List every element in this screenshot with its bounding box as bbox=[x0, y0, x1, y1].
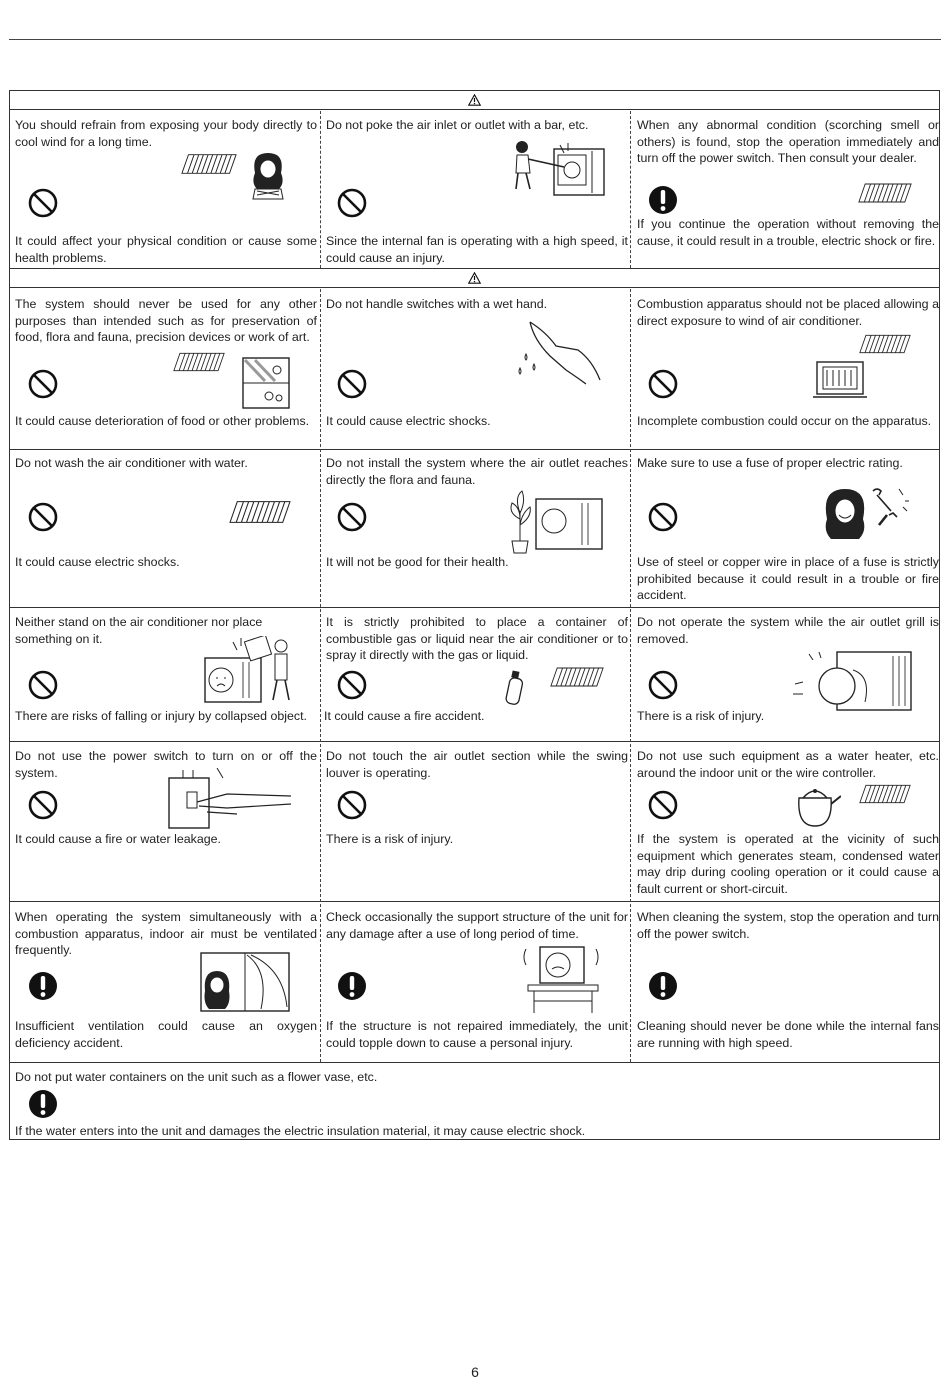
item-instruction: Do not wash the air conditioner with water. bbox=[15, 456, 248, 470]
prohibited-icon bbox=[647, 501, 679, 533]
item-instruction: It is strictly prohibited to place a container of combustible gas or liquid near the air conditioner or to spray it directly with the gas or liquid. bbox=[326, 615, 628, 663]
prohibited-icon bbox=[27, 368, 59, 400]
safety-item bbox=[637, 614, 939, 740]
box-on-unit-icon bbox=[203, 636, 295, 704]
top-rule bbox=[9, 39, 941, 40]
prohibited-icon bbox=[336, 368, 368, 400]
mandatory-icon bbox=[27, 1088, 59, 1120]
safety-item bbox=[15, 296, 317, 448]
item-consequence: It could cause a fire or water leakage. bbox=[15, 832, 221, 846]
item-instruction: When cleaning the system, stop the operation and turn off the power switch. bbox=[637, 910, 939, 941]
item-instruction: The system should never be used for any other purposes than intended such as for preservation of food, flora and fauna, precision devices or work of art. bbox=[15, 297, 317, 345]
safety-item bbox=[637, 455, 939, 605]
row-divider bbox=[9, 607, 940, 608]
safety-item bbox=[15, 748, 317, 900]
item-consequence: It could cause a fire accident. bbox=[324, 709, 485, 723]
wind-hatch-icon bbox=[859, 334, 911, 354]
item-consequence: If the water enters into the unit and damages the electric insulation material, it may cause electric shock. bbox=[15, 1124, 586, 1138]
prohibited-icon bbox=[647, 669, 679, 701]
item-instruction: Do not operate the system while the air outlet grill is removed. bbox=[637, 615, 939, 646]
item-instruction: You should refrain from exposing your body directly to cool wind for a long time. bbox=[15, 118, 317, 149]
safety-item bbox=[637, 117, 939, 267]
safety-item bbox=[637, 296, 939, 448]
spray-can-icon bbox=[502, 668, 526, 706]
item-instruction: Check occasionally the support structure of the unit for any damage after a use of long period of time. bbox=[326, 910, 628, 941]
item-consequence: It could affect your physical condition or cause some health problems. bbox=[15, 234, 317, 265]
wind-hatch-icon bbox=[173, 352, 225, 372]
item-instruction: Make sure to use a fuse of proper electric rating. bbox=[637, 456, 903, 470]
item-consequence: If you continue the operation without removing the cause, it could result in a trouble, electric shock or fire. bbox=[637, 217, 939, 248]
hand-switch-icon bbox=[167, 768, 293, 830]
wind-hatch-icon bbox=[181, 153, 237, 175]
column-divider bbox=[320, 289, 321, 1062]
item-instruction: Neither stand on the air conditioner nor place something on it. bbox=[15, 615, 263, 646]
item-consequence: Use of steel or copper wire in place of a fuse is strictly prohibited because it could result in a trouble or fire accident. bbox=[637, 555, 939, 603]
wind-hatch-icon bbox=[229, 500, 291, 524]
prohibited-icon bbox=[647, 368, 679, 400]
warning-icon bbox=[468, 94, 481, 106]
mandatory-icon bbox=[647, 184, 679, 216]
safety-item bbox=[15, 909, 317, 1061]
item-consequence: Since the internal fan is operating with a high speed, it could cause an injury. bbox=[326, 234, 628, 265]
item-instruction: Do not touch the air outlet section while the swing louver is operating. bbox=[326, 749, 628, 780]
safety-item bbox=[15, 455, 317, 605]
item-instruction: Combustion apparatus should not be placed allowing a direct exposure to wind of air conditioner. bbox=[637, 297, 939, 328]
item-consequence: Insufficient ventilation could cause an oxygen deficiency accident. bbox=[15, 1019, 317, 1050]
wind-hatch-icon bbox=[859, 784, 911, 804]
prohibited-icon bbox=[27, 789, 59, 821]
section-header-1 bbox=[9, 90, 940, 110]
safety-item bbox=[326, 909, 628, 1061]
safety-item bbox=[637, 748, 939, 900]
safety-item bbox=[15, 614, 317, 740]
item-consequence: Incomplete combustion could occur on the apparatus. bbox=[637, 414, 932, 428]
row-divider bbox=[9, 741, 940, 742]
page-number: 6 bbox=[471, 1364, 479, 1380]
safety-item bbox=[326, 117, 628, 267]
item-consequence: It could cause deterioration of food or other problems. bbox=[15, 414, 310, 428]
column-divider bbox=[630, 289, 631, 1062]
plant-unit-icon bbox=[506, 485, 604, 555]
safety-item bbox=[326, 455, 628, 605]
section-header-2 bbox=[9, 268, 940, 288]
prohibited-icon bbox=[336, 501, 368, 533]
prohibited-icon bbox=[336, 187, 368, 219]
safety-item bbox=[326, 296, 628, 448]
item-instruction: Do not poke the air inlet or outlet with a bar, etc. bbox=[326, 118, 589, 132]
row-divider bbox=[9, 449, 940, 450]
wind-hatch-icon bbox=[550, 666, 604, 688]
column-divider bbox=[630, 111, 631, 268]
unit-on-stand-icon bbox=[522, 943, 604, 1015]
item-consequence: If the structure is not repaired immediately, the unit could topple down to cause a personal injury. bbox=[326, 1019, 628, 1050]
item-instruction: When operating the system simultaneously with a combustion apparatus, indoor air must be ventilated frequently. bbox=[15, 910, 317, 958]
child-poking-unit-icon bbox=[508, 137, 608, 199]
item-instruction: Do not put water containers on the unit such as a flower vase, etc. bbox=[15, 1070, 378, 1084]
safety-item bbox=[637, 909, 939, 1061]
safety-item bbox=[326, 614, 628, 740]
mandatory-icon bbox=[27, 970, 59, 1002]
item-instruction: Do not handle switches with a wet hand. bbox=[326, 297, 548, 311]
food-shelf-icon bbox=[239, 354, 293, 410]
item-instruction: Do not use such equipment as a water heater, etc. around the indoor unit or the wire controller. bbox=[637, 749, 939, 780]
cool-wind-person-icon bbox=[245, 149, 291, 201]
wind-hatch-icon bbox=[858, 183, 912, 203]
kettle-icon bbox=[791, 782, 841, 828]
heater-icon bbox=[813, 360, 867, 400]
safety-item bbox=[326, 748, 628, 900]
row-divider bbox=[9, 901, 940, 902]
prohibited-icon bbox=[27, 669, 59, 701]
prohibited-icon bbox=[336, 669, 368, 701]
wet-hand-icon bbox=[516, 320, 602, 386]
item-instruction: When any abnormal condition (scorching smell or others) is found, stop the operation immediately and turn off the power switch. Then consult your dealer. bbox=[637, 118, 939, 166]
item-instruction: Do not install the system where the air outlet reaches directly the flora and fauna. bbox=[326, 456, 628, 487]
window-person-icon bbox=[199, 951, 293, 1013]
item-instruction: Do not use the power switch to turn on or off the system. bbox=[15, 749, 317, 780]
warning-icon bbox=[468, 272, 481, 284]
item-consequence: It could cause electric shocks. bbox=[326, 414, 491, 428]
prohibited-icon bbox=[27, 187, 59, 219]
person-wrench-icon bbox=[819, 485, 911, 543]
item-consequence: If the system is operated at the vicinity of such equipment which generates steam, condensed water may drip during cooling operation or it could cause a fault current or short-circuit. bbox=[637, 832, 939, 896]
safety-item bbox=[15, 117, 317, 267]
item-consequence: There is a risk of injury. bbox=[326, 832, 454, 846]
item-consequence: There are risks of falling or injury by collapsed object. bbox=[15, 709, 308, 723]
prohibited-icon bbox=[27, 501, 59, 533]
row-divider bbox=[9, 1062, 940, 1063]
item-consequence: It could cause electric shocks. bbox=[15, 555, 180, 569]
prohibited-icon bbox=[647, 789, 679, 821]
mandatory-icon bbox=[647, 970, 679, 1002]
item-consequence: There is a risk of injury. bbox=[637, 709, 765, 723]
column-divider bbox=[320, 111, 321, 268]
item-consequence: Cleaning should never be done while the internal fans are running with high speed. bbox=[637, 1019, 939, 1050]
mandatory-icon bbox=[336, 970, 368, 1002]
prohibited-icon bbox=[336, 789, 368, 821]
item-consequence: It will not be good for their health. bbox=[326, 555, 509, 569]
